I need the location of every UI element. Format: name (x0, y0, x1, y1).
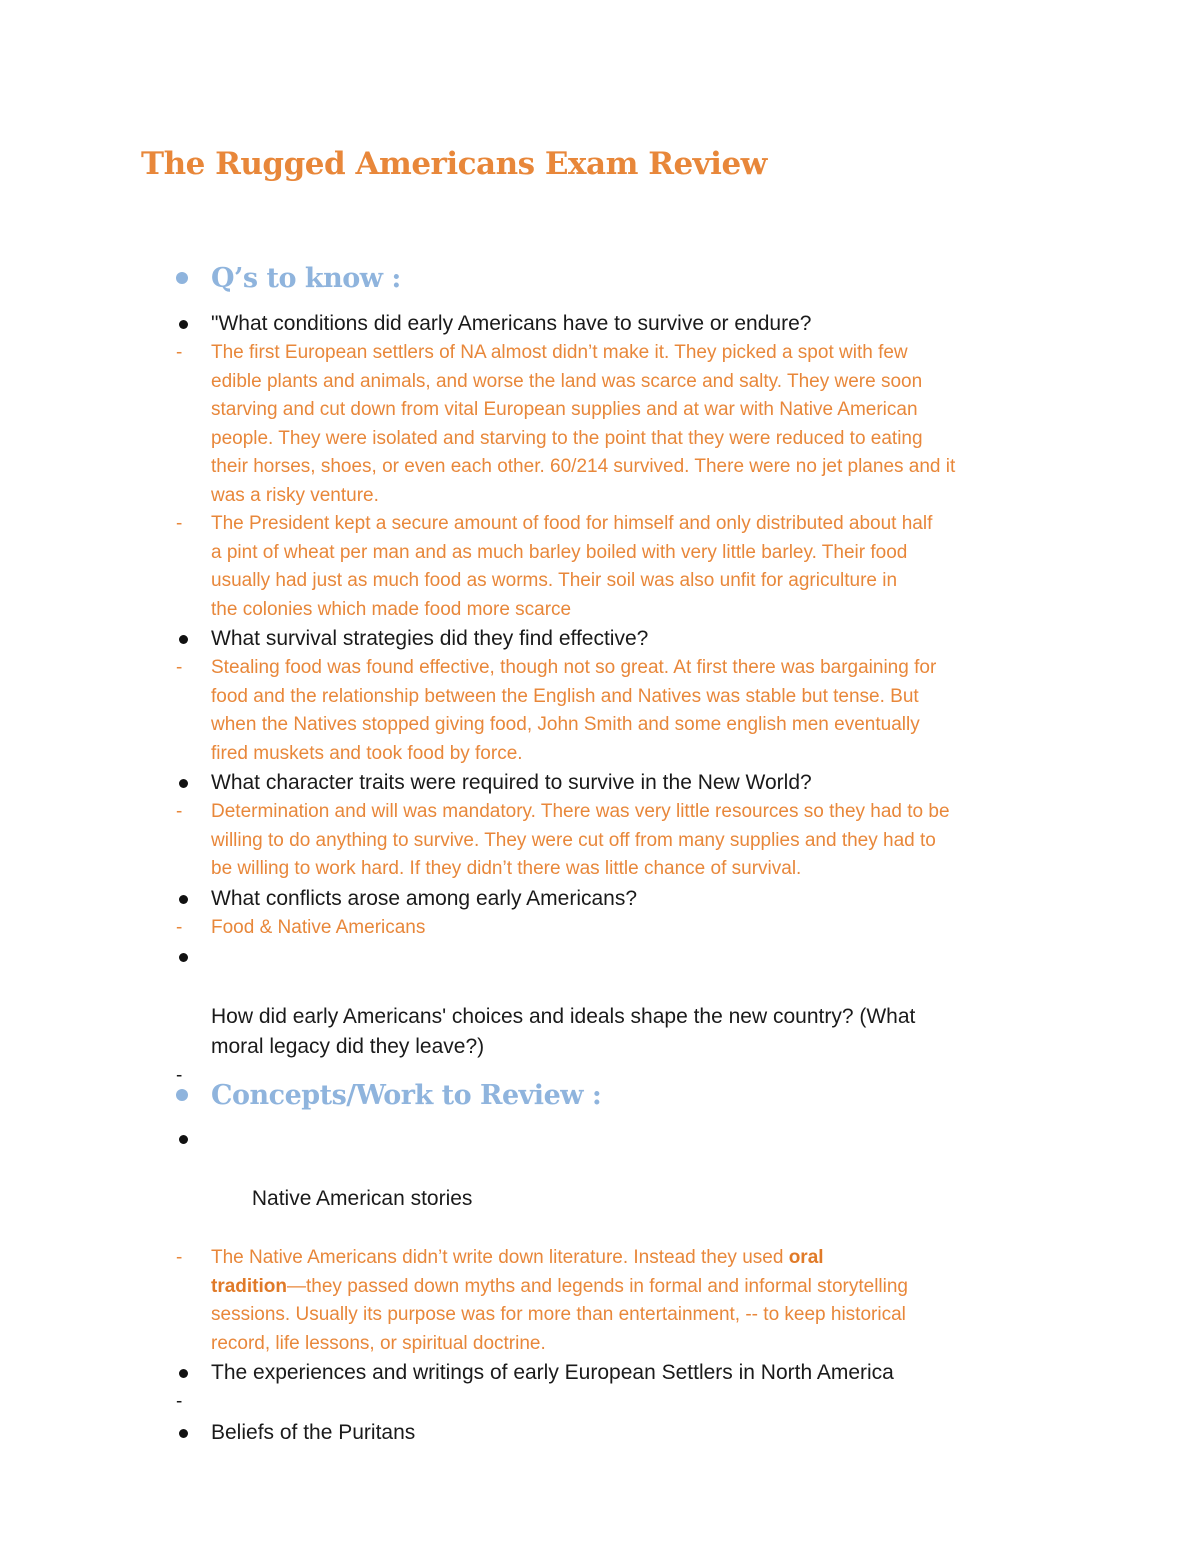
answer-bold-term: oral (788, 1247, 824, 1268)
concept-item (176, 1358, 1076, 1388)
section-heading-concepts (176, 1075, 601, 1115)
bullet-icon (179, 1369, 188, 1378)
concept-text: Native American stories (246, 1187, 473, 1210)
dash-marker: - (176, 916, 183, 938)
dash-marker: - (176, 801, 183, 822)
questions-list (176, 309, 1076, 1096)
answer-text: Determination and will was mandatory. There was very little resources so they had to be willing to do anything to survive. They were cut off from many supplies and they had to be willing to work hard. If they didn’t there was little chance of survival. (211, 801, 950, 879)
bullet-icon (179, 1135, 188, 1144)
bullet-icon (179, 1429, 188, 1438)
answer-text-rest: —they passed down myths and legends in formal and informal storytelling sessions. Usually its purpose was for more than entertainment, -- to keep historical record, life lessons, or spiritual doctrine. (211, 1275, 908, 1354)
document-title: The Rugged Americans Exam Review (141, 146, 767, 182)
answer-text: The first European settlers of NA almost didn’t make it. They picked a spot with few edible plants and animals, and worse the land was scarce and salty. They were soon starving and cut down from vital European supplies and at war with Native American people. They were isolated and starving to the point that they were reduced to eating their horses, shoes, or even each other. 60/214 survived. There were no jet planes and it was a risky venture. (211, 342, 956, 506)
concepts-list (176, 1124, 1076, 1448)
bullet-icon (179, 895, 188, 904)
bullet-icon (179, 953, 188, 962)
answer-text-lead: The Native Americans didn’t write down literature. Instead they used (211, 1247, 789, 1268)
answer-bold-term: tradition (211, 1275, 287, 1297)
answer-text: The President kept a secure amount of food for himself and only distributed about half a pint of wheat per man and as much barley boiled with very little barley. Their food usually had just as much food as worms. Their soil was also unfit for agriculture in the colonies which made food more scarce (211, 513, 933, 620)
bullet-icon (179, 320, 188, 329)
answer-item (176, 914, 1076, 943)
answer-item (176, 1388, 1076, 1418)
question-text: What character traits were required to survive in the New World? (211, 771, 812, 794)
question-text: How did early Americans' choices and ideals shape the new country? (What moral legacy did they leave?) (211, 1005, 916, 1058)
answer-item (176, 798, 1076, 884)
question-item (176, 624, 1076, 654)
question-item (176, 942, 1076, 1062)
question-item (176, 884, 1076, 914)
concept-item (176, 1124, 1076, 1244)
dash-marker: - (176, 657, 183, 678)
answer-item (176, 654, 1076, 768)
heading-bullet-icon (176, 1089, 188, 1101)
section-heading-questions (176, 258, 401, 298)
question-text: "What conditions did early Americans have to survive or endure? (211, 312, 812, 335)
heading-bullet-icon (176, 272, 188, 284)
dash-marker: - (176, 1247, 183, 1268)
bullet-icon (179, 779, 188, 788)
dash-marker: - (176, 1391, 183, 1412)
question-item (176, 309, 1076, 339)
answer-item (176, 339, 1076, 510)
concept-text: Beliefs of the Puritans (211, 1421, 416, 1444)
bullet-icon (179, 635, 188, 644)
concept-item (176, 1418, 1076, 1448)
question-text: What survival strategies did they find effective? (211, 627, 649, 650)
concept-text: The experiences and writings of early European Settlers in North America (211, 1361, 894, 1384)
question-text: What conflicts arose among early Americans? (211, 886, 638, 910)
question-item (176, 768, 1076, 798)
dash-marker: - (176, 342, 183, 363)
section-heading-text: Concepts/Work to Review : (211, 1079, 602, 1111)
answer-text: Food & Native Americans (211, 916, 426, 938)
answer-item (176, 1244, 1076, 1358)
answer-text: Stealing food was found effective, though not so great. At first there was bargaining for food and the relationship between the English and Natives was stable but tense. But when the Natives stopped giving food, John Smith and some english men eventually fired muskets and took food by force. (211, 657, 937, 764)
section-heading-text: Q’s to know : (211, 262, 401, 294)
dash-marker: - (176, 513, 183, 534)
answer-item (176, 510, 1076, 624)
dash-marker: - (176, 1065, 183, 1086)
